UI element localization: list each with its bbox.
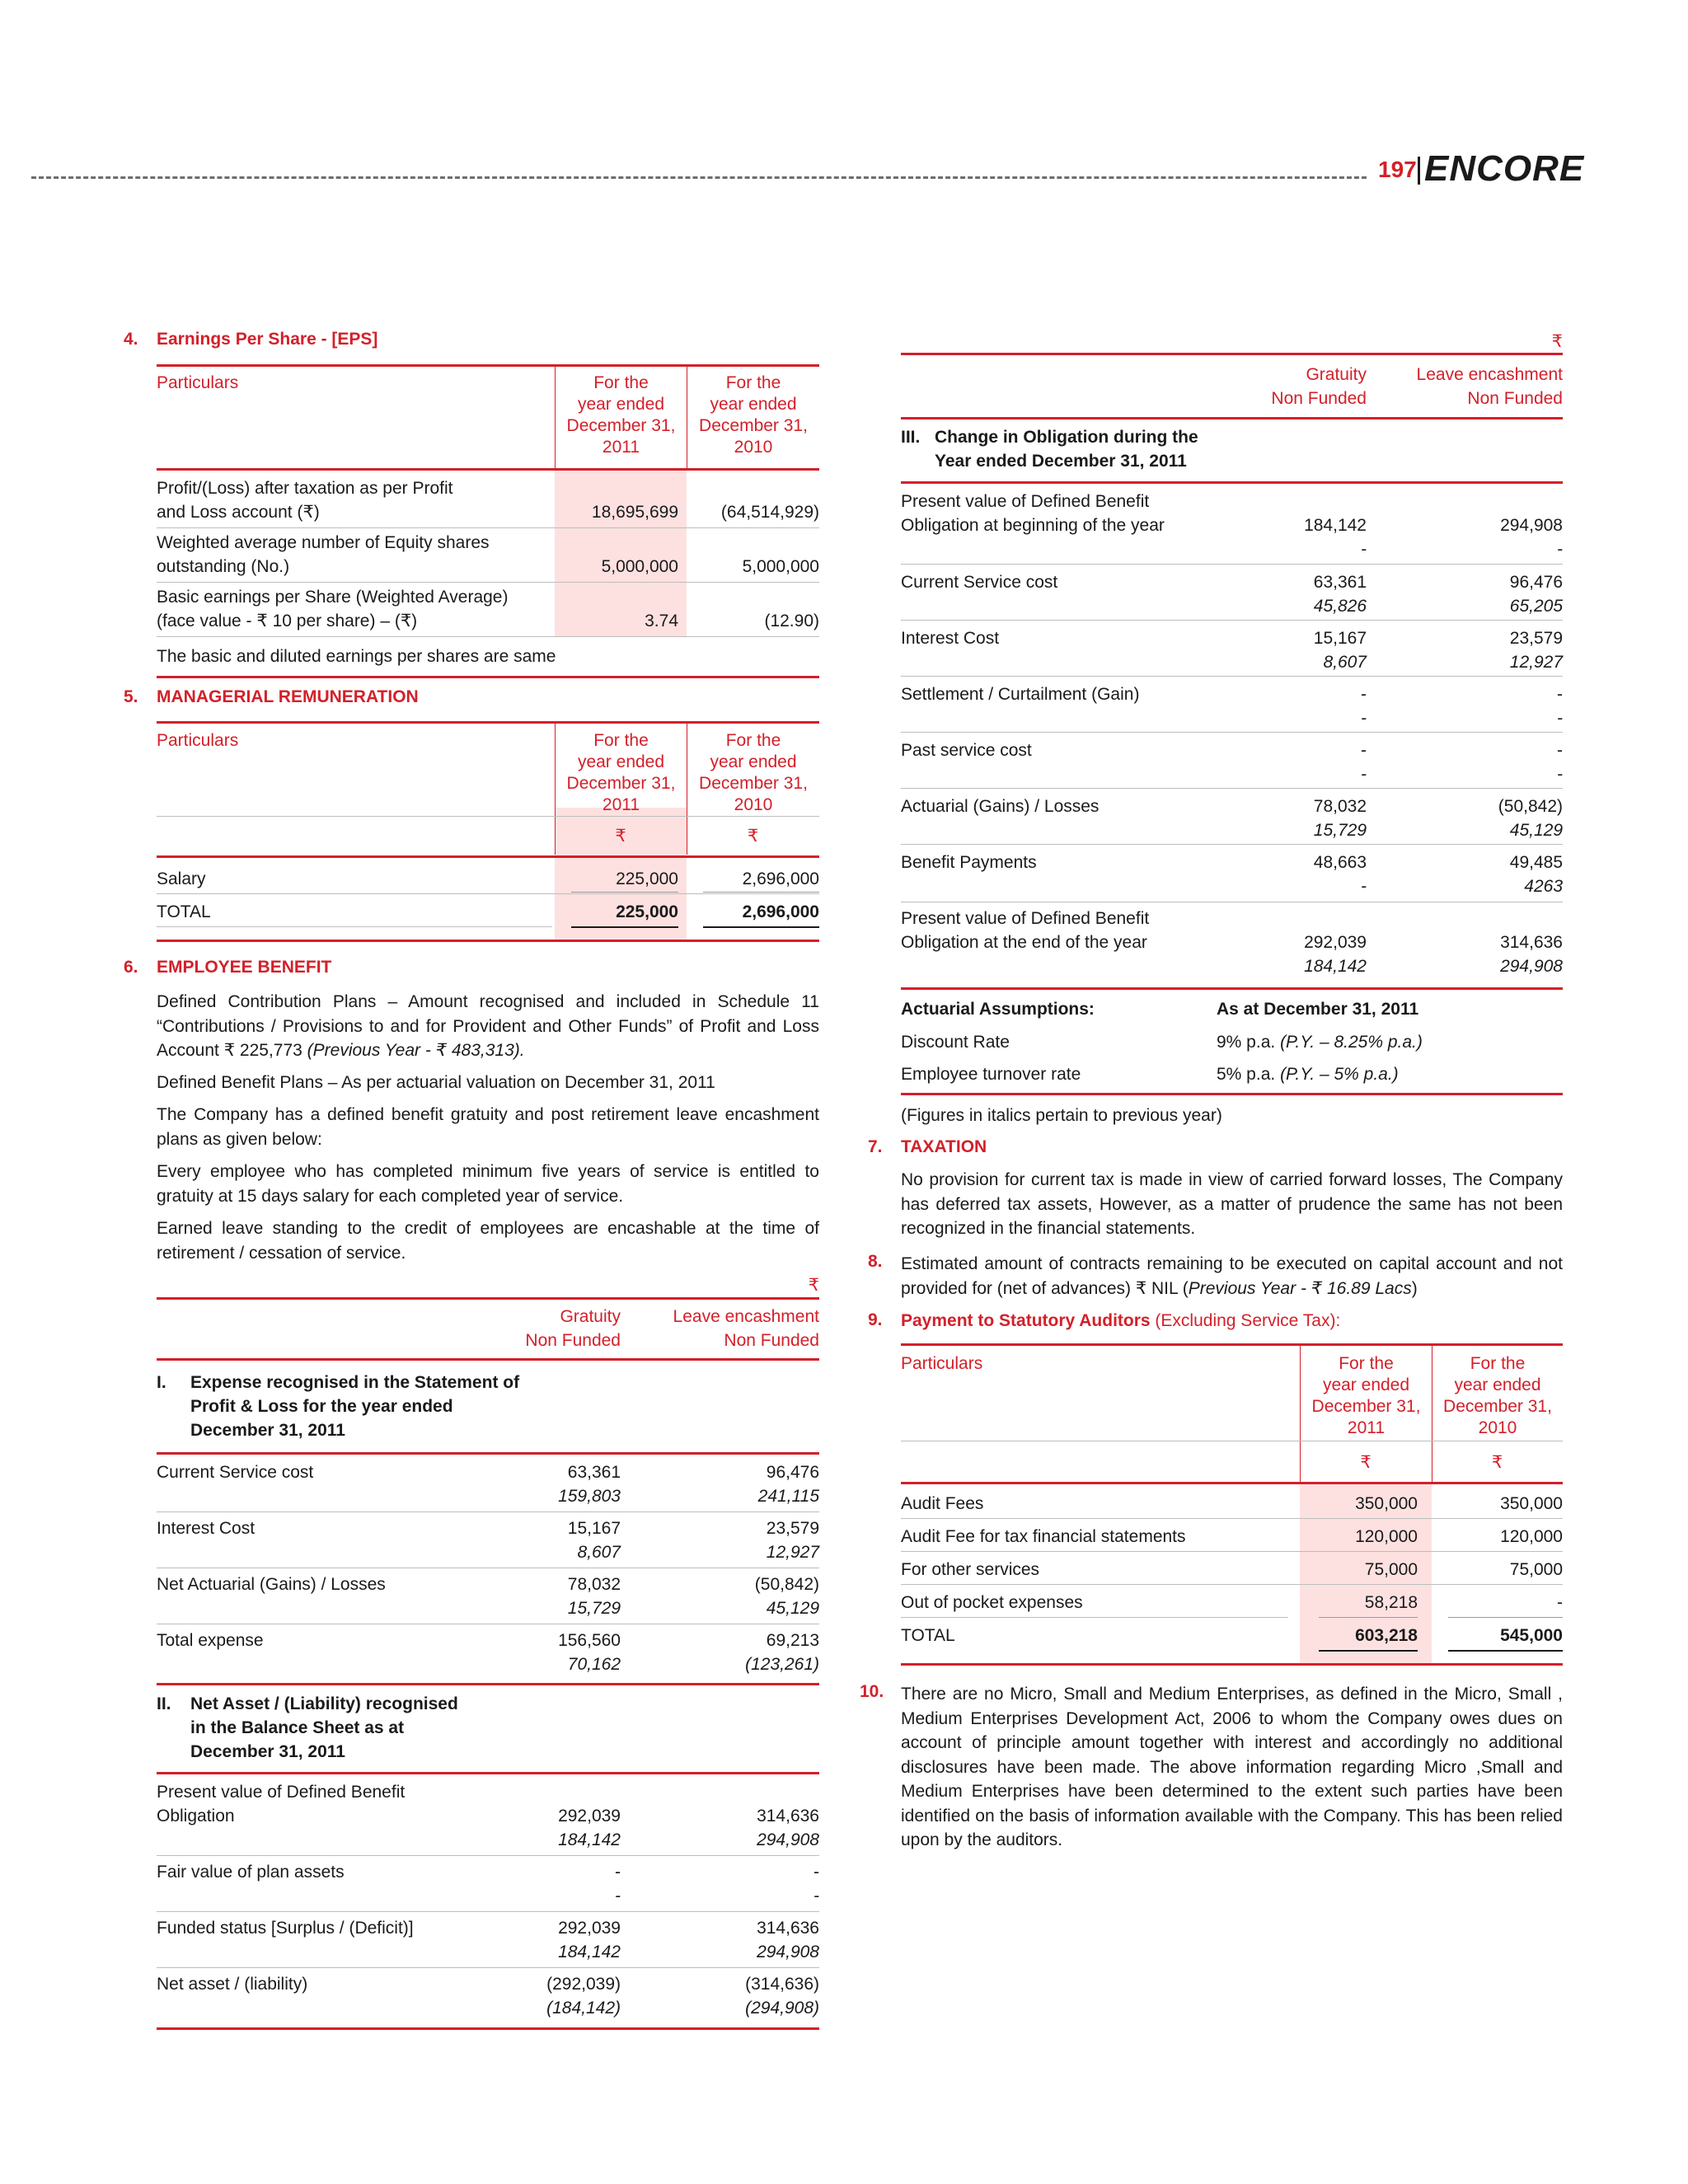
auditors-row-value-2011: 350,000 (1355, 1494, 1418, 1513)
emp-section-ii-number: II. (157, 1694, 171, 1713)
emp-row-leave-prev: 294,908 (757, 1943, 819, 1961)
eps-row-value-2010: 5,000,000 (742, 557, 819, 576)
eps-col1-header: For the year ended December 31, 2011 (566, 373, 676, 457)
sum-rule (1319, 1617, 1418, 1618)
oblig-top-rule (901, 353, 1563, 355)
row-divider (901, 564, 1563, 565)
emp-row-gratuity-prev: 15,729 (567, 1599, 621, 1618)
row-divider (157, 527, 819, 528)
emp-row-leave: 314,636 (757, 1807, 819, 1825)
oblig-row-gratuity: 292,039 (1304, 933, 1367, 952)
row-divider (157, 636, 819, 637)
oblig-row-gratuity-prev: 184,142 (1304, 957, 1367, 976)
oblig-row-leave: 49,485 (1509, 853, 1563, 872)
assumptions-date: As at December 31, 2011 (1217, 1000, 1419, 1019)
emp-row-gratuity: 156,560 (558, 1631, 621, 1650)
mgr-currency-2011: ₹ (615, 827, 626, 846)
emp-row-label: Net asset / (liability) (157, 1975, 308, 1994)
assumption-label: Discount Rate (901, 1033, 1010, 1052)
auditors-top-rule (901, 1343, 1563, 1346)
oblig-row-gratuity: 78,032 (1313, 797, 1367, 816)
emp-row-leave: - (814, 1863, 819, 1882)
mgr-particulars-header: Particulars (157, 731, 239, 750)
assumptions-bottom-rule (901, 1093, 1563, 1095)
emp-row-label: Funded status [Surplus / (Deficit)] (157, 1919, 414, 1938)
auditors-col2-header: For the year ended December 31, 2010 (1443, 1354, 1552, 1437)
emp-row-gratuity: 292,039 (558, 1919, 621, 1938)
emp-row-leave: (50,842) (754, 1575, 819, 1594)
brand-logo: ENCORE (1424, 148, 1585, 189)
emp-row-gratuity-prev: 70,162 (567, 1655, 621, 1674)
auditors-row-value-2010: 120,000 (1500, 1527, 1563, 1546)
emp-row-gratuity-prev: (184,142) (546, 1999, 621, 2018)
mgr-col1-header: For the year ended December 31, 2011 (566, 731, 676, 814)
mgr-row-value-2011: 225,000 (616, 869, 678, 888)
eps-title: Earnings Per Share - [EPS] (157, 330, 378, 349)
emp-row-gratuity-prev: 184,142 (558, 1943, 621, 1961)
oblig-row-gratuity-prev: - (1361, 709, 1367, 728)
auditors-row-value-2011: 58,218 (1364, 1593, 1418, 1612)
oblig-row-label: Interest Cost (901, 629, 1000, 648)
row-divider (901, 1617, 1288, 1618)
auditors-row-value-2010: 75,000 (1509, 1560, 1563, 1579)
emp-row-gratuity-prev: 184,142 (558, 1830, 621, 1849)
oblig-row-leave-prev: 65,205 (1509, 597, 1563, 616)
emp-top-rule (157, 1297, 819, 1300)
oblig-row-leave: 23,579 (1509, 629, 1563, 648)
eps-header-rule (157, 468, 819, 471)
mgr-row-label: Salary (157, 869, 206, 888)
mgr-title: MANAGERIAL REMUNERATION (157, 687, 419, 706)
eps-row-value-2011: 3.74 (645, 612, 678, 630)
eps-row-label: Basic earnings per Share (Weighted Average) (face value - ₹ 10 per share) – (₹) (157, 588, 509, 630)
assumption-label: Employee turnover rate (901, 1065, 1081, 1084)
oblig-row-label: Present value of Defined Benefit Obligation at the end of the year (901, 909, 1150, 952)
emp-row-label: Current Service cost (157, 1463, 314, 1482)
tax-text: No provision for current tax is made in view of carried forward losses, The Company has deferred tax assets, However, as a matter of prudence the same has not been recognized in the financial statements. (901, 1170, 1563, 1238)
emp-section-ii-rule (157, 1772, 819, 1774)
total-underline (703, 926, 819, 928)
oblig-row-gratuity-prev: - (1361, 877, 1367, 896)
oblig-col-leave: Leave encashment Non Funded (1416, 365, 1563, 408)
assumption-value: 5% p.a. (P.Y. – 5% p.a.) (1217, 1065, 1399, 1084)
emp-row-label: Fair value of plan assets (157, 1863, 345, 1882)
emp-row-gratuity-prev: - (615, 1886, 621, 1905)
oblig-row-leave: 294,908 (1500, 516, 1563, 535)
auditors-particulars-header: Particulars (901, 1354, 983, 1373)
auditors-col1-header: For the year ended December 31, 2011 (1311, 1354, 1421, 1437)
oblig-section-iii-title: Change in Obligation during the Year ended December 31, 2011 (935, 428, 1198, 471)
msme-text: There are no Micro, Small and Medium Enterprises, as defined in the Micro, Small , Medium Enterprises Development Act, 2006 to whom the Company owes dues on account of principle amount together with interest and accordingly no additional disclosures have been made. The above information regarding Micro ,Small and Medium Enterprises have been determined to the extent such parties have been identified on the basis of information available with the Company. This has been relied upon by the auditors. (901, 1685, 1563, 1849)
emp-section-i-title: Expense recognised in the Statement of Profit & Loss for the year ended December 31, 2011 (190, 1373, 520, 1440)
auditors-currency-2011: ₹ (1360, 1453, 1372, 1472)
oblig-row-leave: (50,842) (1498, 797, 1563, 816)
row-divider (157, 582, 819, 583)
auditors-row-value-2011: 75,000 (1364, 1560, 1418, 1579)
emp-row-label: Total expense (157, 1631, 264, 1650)
oblig-row-leave-prev: - (1557, 540, 1563, 559)
auditors-row-label: Audit Fees (901, 1494, 984, 1513)
oblig-row-leave-prev: 4263 (1524, 877, 1563, 896)
oblig-row-label: Benefit Payments (901, 853, 1037, 872)
eps-particulars-header: Particulars (157, 373, 239, 392)
oblig-row-label: Current Service cost (901, 573, 1058, 592)
sum-rule (703, 892, 819, 893)
oblig-row-label: Present value of Defined Benefit Obligation at beginning of the year (901, 492, 1165, 535)
emp-section-i-bottom-rule (157, 1683, 819, 1685)
row-divider (157, 1511, 819, 1512)
emp-row-leave: 23,579 (766, 1519, 819, 1538)
emp-row-gratuity: 292,039 (558, 1807, 621, 1825)
mgr-top-rule (157, 721, 819, 724)
row-divider (157, 1911, 819, 1912)
row-divider (157, 1855, 819, 1856)
eps-bottom-rule (157, 676, 819, 678)
total-underline (571, 926, 678, 928)
oblig-row-leave: - (1557, 685, 1563, 704)
mgr-row-value-2010: 2,696,000 (742, 869, 819, 888)
sum-rule (1448, 1617, 1563, 1618)
eps-number: 4. (124, 330, 138, 349)
oblig-row-gratuity: 48,663 (1313, 853, 1367, 872)
emp-row-leave-prev: - (814, 1886, 819, 1905)
eps-note: The basic and diluted earnings per shares are same (157, 647, 556, 666)
oblig-row-gratuity-prev: 45,826 (1313, 597, 1367, 616)
page-number: 197 (1378, 157, 1417, 182)
emp-row-gratuity: - (615, 1863, 621, 1882)
mgr-bottom-rule (157, 940, 819, 942)
oblig-row-leave-prev: - (1557, 709, 1563, 728)
oblig-row-leave-prev: 12,927 (1509, 653, 1563, 672)
emp-header-rule (157, 1358, 819, 1361)
oblig-row-leave-prev: - (1557, 765, 1563, 784)
row-divider (901, 1518, 1563, 1519)
row-divider (901, 844, 1563, 845)
mgr-number: 5. (124, 687, 138, 706)
auditors-row-label: For other services (901, 1560, 1040, 1579)
oblig-table-currency: ₹ (1551, 332, 1563, 351)
row-divider (157, 816, 819, 817)
auditors-title: Payment to Statutory Auditors (Excluding Service Tax): (901, 1311, 1341, 1330)
emp-row-gratuity: (292,039) (546, 1975, 621, 1994)
emp-paragraph-plans: The Company has a defined benefit gratuity and post retirement leave encashment plans as given below: (157, 1105, 819, 1149)
auditors-bottom-rule (901, 1663, 1563, 1666)
italics-note: (Figures in italics pertain to previous year) (901, 1106, 1222, 1125)
oblig-row-gratuity-prev: 15,729 (1313, 821, 1367, 840)
eps-row-label: Profit/(Loss) after taxation as per Profit and Loss account (₹) (157, 479, 453, 522)
oblig-row-leave-prev: 294,908 (1500, 957, 1563, 976)
oblig-row-gratuity: 15,167 (1313, 629, 1367, 648)
auditors-row-label: Audit Fee for tax financial statements (901, 1527, 1186, 1546)
contracts-number: 8. (868, 1252, 883, 1271)
emp-row-leave-prev: 294,908 (757, 1830, 819, 1849)
emp-section-i-rule (157, 1452, 819, 1455)
oblig-header-rule (901, 417, 1563, 419)
mgr-currency-2010: ₹ (747, 827, 759, 846)
auditors-row-value-2010: 350,000 (1500, 1494, 1563, 1513)
eps-row-value-2011: 5,000,000 (601, 557, 678, 576)
auditors-header-rule (901, 1482, 1563, 1484)
auditors-total-2010: 545,000 (1500, 1626, 1563, 1645)
auditors-row-label: Out of pocket expenses (901, 1593, 1083, 1612)
emp-table-currency: ₹ (808, 1276, 819, 1295)
mgr-total-label: TOTAL (157, 902, 211, 921)
assumptions-title: Actuarial Assumptions: (901, 1000, 1095, 1019)
emp-paragraph-defined-benefit: Defined Benefit Plans – As per actuarial valuation on December 31, 2011 (157, 1073, 715, 1092)
emp-row-gratuity: 78,032 (567, 1575, 621, 1594)
row-divider (157, 1967, 819, 1968)
oblig-row-gratuity: 63,361 (1313, 573, 1367, 592)
mgr-total-2010: 2,696,000 (742, 902, 819, 921)
tax-number: 7. (868, 1137, 883, 1156)
row-divider (901, 732, 1563, 733)
row-divider (901, 788, 1563, 789)
emp-row-leave: 96,476 (766, 1463, 819, 1482)
auditors-total-2011: 603,218 (1355, 1626, 1418, 1645)
emp-row-gratuity-prev: 159,803 (558, 1487, 621, 1506)
row-divider (157, 893, 819, 894)
total-underline (1319, 1650, 1418, 1652)
oblig-row-gratuity: - (1361, 741, 1367, 760)
emp-row-gratuity: 63,361 (567, 1463, 621, 1482)
header-dashed-rule (31, 176, 1367, 179)
emp-row-leave-prev: (123,261) (745, 1655, 819, 1674)
emp-row-leave-prev: 45,129 (766, 1599, 819, 1618)
emp-row-label: Present value of Defined Benefit Obligation (157, 1783, 406, 1825)
auditors-row-value-2011: 120,000 (1355, 1527, 1418, 1546)
mgr-col2-header: For the year ended December 31, 2010 (699, 731, 808, 814)
emp-row-leave-prev: (294,908) (745, 1999, 819, 2018)
total-underline (1448, 1650, 1563, 1652)
msme-number: 10. (860, 1682, 884, 1701)
eps-col2-header: For the year ended December 31, 2010 (699, 373, 808, 457)
row-divider (901, 1551, 1563, 1552)
contracts-text: Estimated amount of contracts remaining to be executed on capital account and not provided for (net of advances) ₹ NIL (Previous Year - ₹ 16.89 Lacs) (901, 1254, 1563, 1298)
emp-row-label: Net Actuarial (Gains) / Losses (157, 1575, 386, 1594)
oblig-row-label: Actuarial (Gains) / Losses (901, 797, 1100, 816)
oblig-section-iii-rule (901, 481, 1563, 484)
emp-row-leave-prev: 241,115 (757, 1487, 819, 1506)
oblig-row-leave: 314,636 (1500, 933, 1563, 952)
tax-title: TAXATION (901, 1137, 987, 1156)
auditors-currency-2010: ₹ (1491, 1453, 1503, 1472)
sum-rule (571, 892, 678, 893)
auditors-row-value-2010: - (1557, 1593, 1563, 1612)
emp-paragraph-gratuity: Every employee who has completed minimum five years of service is entitled to gratuity at 15 days salary for each completed year of service. (157, 1162, 819, 1206)
oblig-row-gratuity-prev: - (1361, 765, 1367, 784)
emp-bottom-rule (157, 2027, 819, 2030)
oblig-row-label: Settlement / Curtailment (Gain) (901, 685, 1140, 704)
oblig-row-gratuity: 184,142 (1304, 516, 1367, 535)
mgr-header-rule (157, 855, 819, 858)
emp-paragraph-leave: Earned leave standing to the credit of employees are encashable at the time of retirement / cessation of service. (157, 1219, 819, 1263)
mgr-total-2011: 225,000 (616, 902, 678, 921)
row-divider (901, 676, 1563, 677)
emp-number: 6. (124, 958, 138, 977)
emp-row-leave: (314,636) (745, 1975, 819, 1994)
emp-row-gratuity: 15,167 (567, 1519, 621, 1538)
oblig-row-gratuity-prev: 8,607 (1323, 653, 1367, 672)
eps-row-value-2010: (12.90) (764, 612, 819, 630)
oblig-row-gratuity-prev: - (1361, 540, 1367, 559)
oblig-row-leave: 96,476 (1509, 573, 1563, 592)
emp-row-leave-prev: 12,927 (766, 1543, 819, 1562)
emp-col-leave: Leave encashment Non Funded (673, 1307, 819, 1350)
eps-row-label: Weighted average number of Equity shares outstanding (No.) (157, 533, 490, 576)
eps-row-value-2011: 18,695,699 (591, 503, 678, 522)
auditors-total-label: TOTAL (901, 1626, 955, 1645)
emp-section-i-number: I. (157, 1373, 166, 1392)
eps-top-rule (157, 364, 819, 367)
row-divider (901, 620, 1563, 621)
eps-row-value-2010: (64,514,929) (720, 503, 819, 522)
assumption-value: 9% p.a. (P.Y. – 8.25% p.a.) (1217, 1033, 1423, 1052)
oblig-row-leave: - (1557, 741, 1563, 760)
oblig-row-gratuity: - (1361, 685, 1367, 704)
emp-col-gratuity: Gratuity Non Funded (525, 1307, 621, 1350)
oblig-row-label: Past service cost (901, 741, 1032, 760)
emp-row-leave: 314,636 (757, 1919, 819, 1938)
oblig-bottom-rule (901, 987, 1563, 990)
emp-row-gratuity-prev: 8,607 (577, 1543, 621, 1562)
emp-paragraph-contribution: Defined Contribution Plans – Amount recognised and included in Schedule 11 “Contributions / Provisions to and for Provident and Other Funds” of Profit and Loss Account ₹ 225,773 (Previous Year - ₹ 483,313). (157, 992, 819, 1060)
emp-row-leave: 69,213 (766, 1631, 819, 1650)
oblig-row-leave-prev: 45,129 (1509, 821, 1563, 840)
emp-row-label: Interest Cost (157, 1519, 256, 1538)
oblig-col-gratuity: Gratuity Non Funded (1271, 365, 1367, 408)
oblig-section-iii-number: III. (901, 428, 921, 447)
emp-title: EMPLOYEE BENEFIT (157, 958, 332, 977)
row-divider (901, 1584, 1563, 1585)
auditors-number: 9. (868, 1310, 883, 1329)
emp-section-ii-title: Net Asset / (Liability) recognised in the Balance Sheet as at December 31, 2011 (190, 1694, 458, 1761)
row-divider (157, 926, 552, 927)
